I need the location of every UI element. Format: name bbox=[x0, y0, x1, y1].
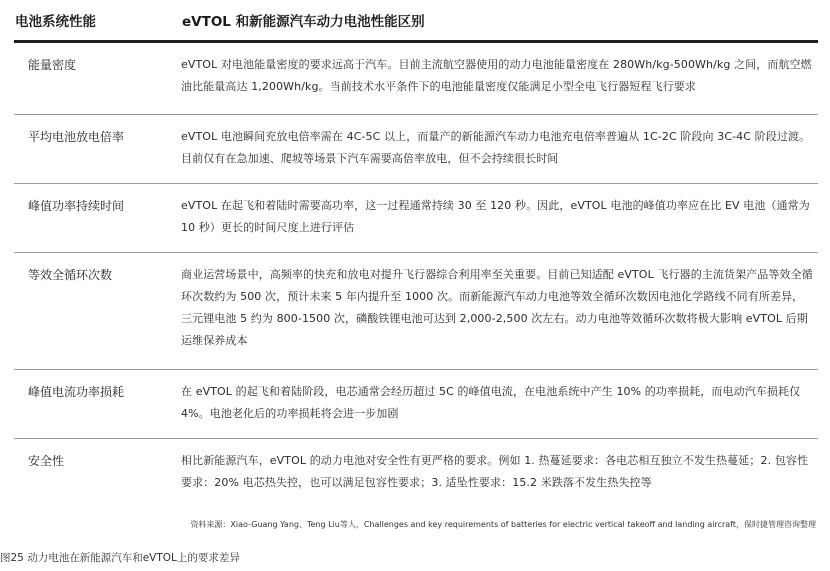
row-label: 平均电池放电倍率 bbox=[28, 130, 125, 144]
header-col-performance: 电池系统性能 bbox=[15, 14, 96, 30]
table-row bbox=[14, 439, 818, 505]
row-text: 商业运营场景中，高频率的快充和放电对提升飞行器综合利用率至关重要。目前已知适配 eVTOL 飞行器的主流货架产品等效全循环次数约为 500 次，预计未来 5 年内提升至 1000 次。而新能源汽车动力电池等效全循环次数因电池化学路线不同有所差异，三元锂电池 5 约为 800-1500 次，磷酸铁锂电池可达到 2,000-2,500 次左右。动力电池等效循环次数将极大影响 eVTOL 后期运维保养成本 bbox=[181, 268, 813, 347]
source-note: 资料来源：Xiao-Guang Yang、Teng Liu等人，Challenges and key requirements of batteries for electric vertical takeoff and landing aircraft，保时捷管理咨询整理 bbox=[190, 520, 816, 529]
header-col-difference: eVTOL 和新能源汽车动力电池性能区别 bbox=[182, 14, 425, 30]
row-text: 在 eVTOL 的起飞和着陆阶段，电芯通常会经历超过 5C 的峰值电流，在电池系统中产生 10% 的功率损耗，而电动汽车损耗仅 4%。电池老化后的功率损耗将会进一步加剧 bbox=[181, 385, 801, 420]
table-row bbox=[14, 184, 818, 253]
row-label: 安全性 bbox=[28, 454, 65, 468]
row-label: 能量密度 bbox=[28, 58, 77, 72]
row-label: 等效全循环次数 bbox=[28, 268, 113, 282]
figure-caption: 图25 动力电池在新能源汽车和eVTOL上的要求差异 bbox=[0, 552, 240, 564]
row-text: 相比新能源汽车，eVTOL 的动力电池对安全性有更严格的要求。例如 1. 热蔓延要求：各电芯相互独立不发生热蔓延；2. 包容性要求：20% 电芯热失控，也可以满足包容性要求；3. 适坠性要求：15.2 米跌落不发生热失控等 bbox=[181, 454, 809, 489]
table-header bbox=[14, 0, 818, 43]
table-row bbox=[14, 370, 818, 439]
table-row bbox=[14, 43, 818, 115]
table-row bbox=[14, 253, 818, 370]
row-label: 峰值电流功率损耗 bbox=[28, 385, 125, 399]
table-row bbox=[14, 115, 818, 184]
row-text: eVTOL 电池瞬间充放电倍率需在 4C-5C 以上，而量产的新能源汽车动力电池充电倍率普遍从 1C-2C 阶段向 3C-4C 阶段过渡。目前仅有在急加速、爬坡等场景下汽车需要高倍率放电，但不会持续很长时间 bbox=[181, 130, 811, 165]
row-label: 峰值功率持续时间 bbox=[28, 199, 125, 213]
comparison-table bbox=[14, 0, 818, 505]
row-text: eVTOL 在起飞和着陆时需要高功率，这一过程通常持续 30 至 120 秒。因此，eVTOL 电池的峰值功率应在比 EV 电池（通常为 10 秒）更长的时间尺度上进行评估 bbox=[181, 199, 810, 234]
row-text: eVTOL 对电池能量密度的要求远高于汽车。目前主流航空器使用的动力电池能量密度在 280Wh/kg-500Wh/kg 之间，而航空燃油比能量高达 1,200Wh/kg。当前技术水平条件下的电池能量密度仅能满足小型全电飞行器短程飞行要求 bbox=[181, 58, 812, 93]
